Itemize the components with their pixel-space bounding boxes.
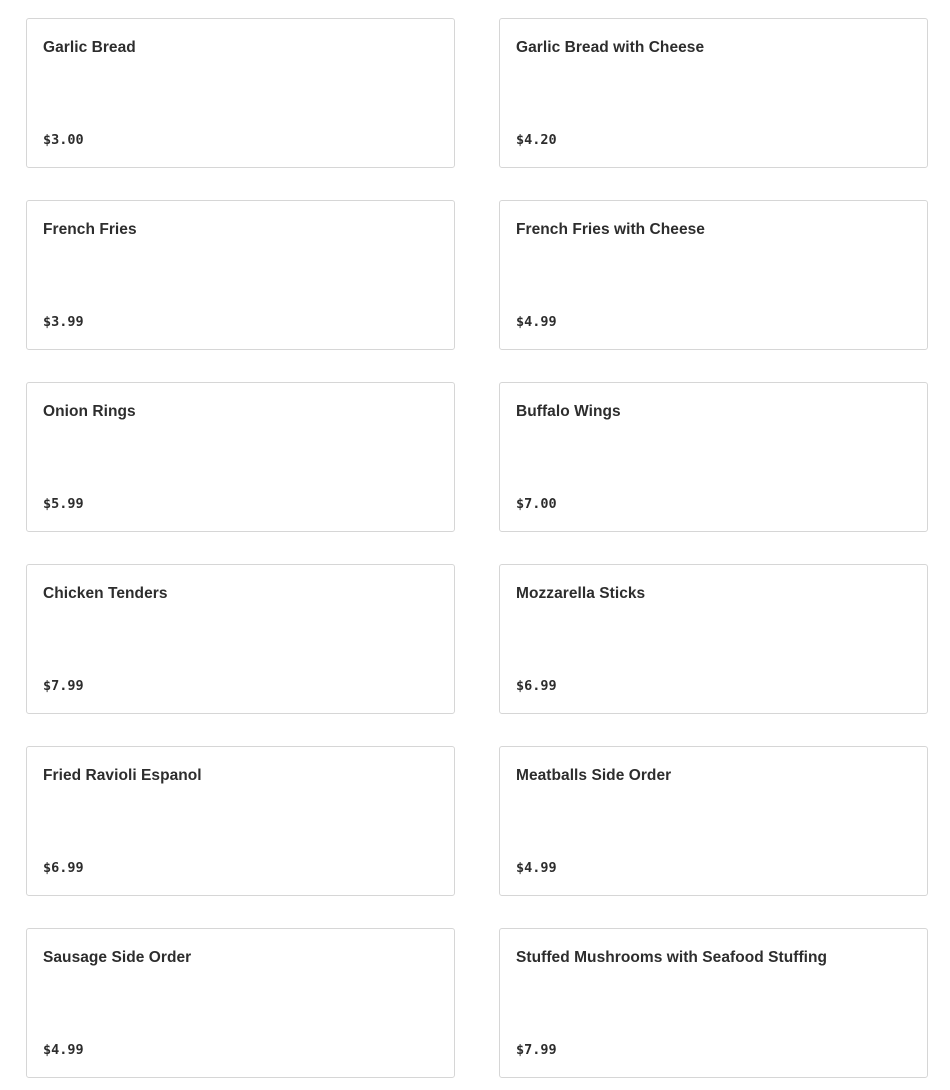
item-name: Sausage Side Order [43,949,192,966]
item-name: Garlic Bread [43,39,136,56]
menu-item-card[interactable] [26,18,455,168]
item-price: $7.00 [516,496,557,512]
item-name: French Fries with Cheese [516,221,705,238]
item-price: $3.99 [43,314,84,330]
item-price: $4.99 [516,314,557,330]
item-price: $4.20 [516,132,557,148]
menu-item-card[interactable] [26,564,455,714]
item-price: $4.99 [43,1042,84,1058]
item-name: Garlic Bread with Cheese [516,39,705,56]
item-name: Buffalo Wings [516,403,621,420]
item-price: $4.99 [516,860,557,876]
menu-item-card[interactable] [26,200,455,350]
item-name: Onion Rings [43,403,136,420]
item-name: Mozzarella Sticks [516,585,646,602]
item-name: French Fries [43,221,137,238]
menu-item-card[interactable] [499,564,928,714]
menu-item-card[interactable] [499,928,928,1078]
item-price: $6.99 [516,678,557,694]
item-name: Fried Ravioli Espanol [43,767,202,784]
menu-item-card[interactable] [26,928,455,1078]
item-name: Stuffed Mushrooms with Seafood Stuffing [516,949,828,966]
menu-item-card[interactable] [499,746,928,896]
item-price: $5.99 [43,496,84,512]
item-name: Chicken Tenders [43,585,168,602]
item-name: Meatballs Side Order [516,767,672,784]
menu-item-grid [26,18,928,1078]
item-price: $7.99 [43,678,84,694]
menu-item-card[interactable] [26,746,455,896]
menu-item-card[interactable] [499,18,928,168]
menu-item-card[interactable] [499,382,928,532]
menu-item-card[interactable] [499,200,928,350]
item-price: $6.99 [43,860,84,876]
menu-item-card[interactable] [26,382,455,532]
item-price: $3.00 [43,132,84,148]
item-price: $7.99 [516,1042,557,1058]
